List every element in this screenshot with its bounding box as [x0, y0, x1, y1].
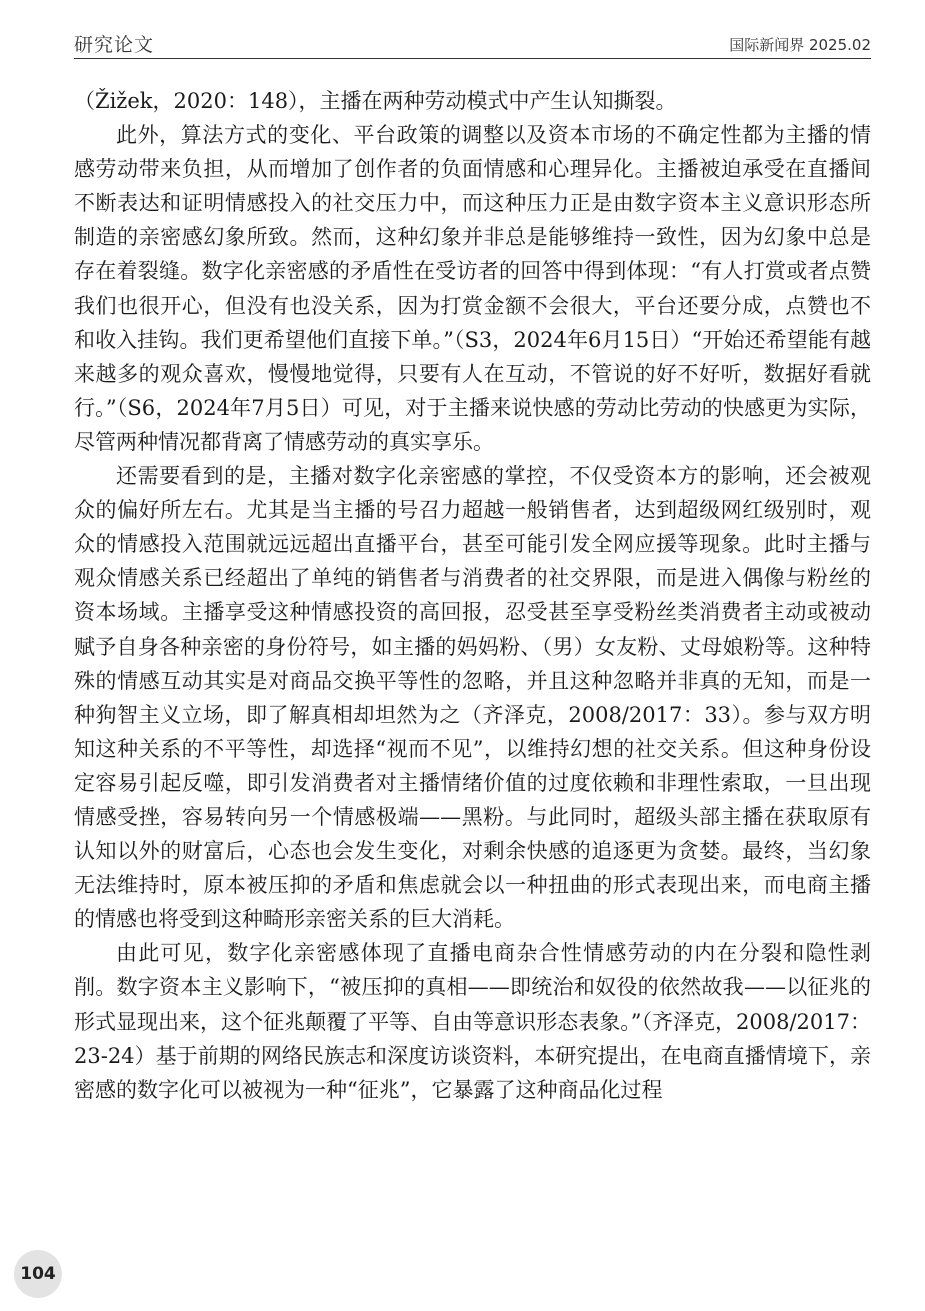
paragraph-continued: （Žižek，2020：148），主播在两种劳动模式中产生认知撕裂。	[74, 89, 677, 113]
article-body	[74, 84, 871, 1107]
journal-issue: 国际新闻界 2025.02	[729, 36, 871, 54]
paragraph: 还需要看到的是，主播对数字化亲密感的掌控，不仅受资本方的影响，还会被观众的偏好所左右。尤其是当主播的号召力超越一般销售者，达到超级网红级别时，观众的情感投入范围就远远超出直播平台，甚至可能引发全网应援等现象。此时主播与观众情感关系已经超出了单纯的销售者与消费者的社交界限，而是进入偶像与粉丝的资本场域。主播享受这种情感投资的高回报，忍受甚至享受粉丝类消费者主动或被动赋予自身各种亲密的身份符号，如主播的妈妈粉、（男）女友粉、丈母娘粉等。这种特殊的情感互动其实是对商品交换平等性的忽略，并且这种忽略并非真的无知，而是一种狗智主义立场，即了解真相却坦然为之（齐泽克，2008/2017：33）。参与双方明知这种关系的不平等性，却选择“视而不见”，以维持幻想的社交关系。但这种身份设定容易引起反噬，即引发消费者对主播情绪价值的过度依赖和非理性索取，一旦出现情感受挫，容易转向另一个情感极端——黑粉。与此同时，超级头部主播在获取原有认知以外的财富后，心态也会发生变化，对剩余快感的追逐更为贪婪。最终，当幻象无法维持时，原本被压抑的矛盾和焦虑就会以一种扭曲的形式表现出来，而电商主播的情感也将受到这种畸形亲密关系的巨大消耗。	[74, 464, 871, 932]
page-number: 104	[20, 1264, 56, 1284]
section-label: 研究论文	[74, 34, 155, 56]
page-number-badge	[14, 1250, 62, 1298]
running-header	[74, 28, 871, 59]
paragraph: 此外，算法方式的变化、平台政策的调整以及资本市场的不确定性都为主播的情感劳动带来负担，从而增加了创作者的负面情感和心理异化。主播被迫承受在直播间不断表达和证明情感投入的社交压力中，而这种压力正是由数字资本主义意识形态所制造的亲密感幻象所致。然而，这种幻象并非总是能够维持一致性，因为幻象中总是存在着裂缝。数字化亲密感的矛盾性在受访者的回答中得到体现：“有人打赏或者点赞我们也很开心，但没有也没关系，因为打赏金额不会很大，平台还要分成，点赞也不和收入挂钩。我们更希望他们直接下单。”（S3，2024年6月15日）“开始还希望能有越来越多的观众喜欢，慢慢地觉得，只要有人在互动，不管说的好不好听，数据好看就行。”（S6，2024年7月5日）可见，对于主播来说快感的劳动比劳动的快感更为实际，尽管两种情况都背离了情感劳动的真实享乐。	[74, 123, 871, 454]
paragraph: 由此可见，数字化亲密感体现了直播电商杂合性情感劳动的内在分裂和隐性剥削。数字资本主义影响下，“被压抑的真相——即统治和奴役的依然故我——以征兆的形式显现出来，这个征兆颠覆了平等、自由等意识形态表象。”（齐泽克，2008/2017：23-24）基于前期的网络民族志和深度访谈资料，本研究提出，在电商直播情境下，亲密感的数字化可以被视为一种“征兆”，它暴露了这种商品化过程	[74, 941, 871, 1102]
